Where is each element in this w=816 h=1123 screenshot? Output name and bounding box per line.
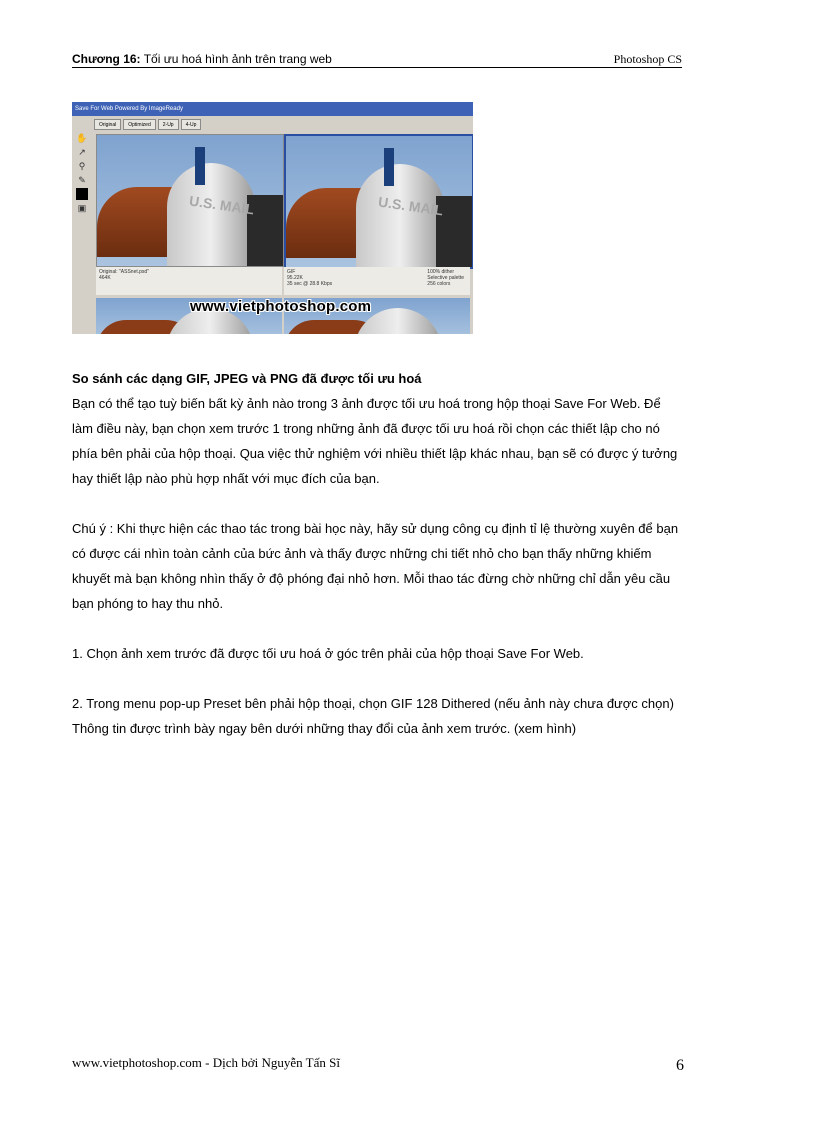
step-1: 1. Chọn ảnh xem trước đã được tối ưu hoá ở góc trên phải của hộp thoại Save For Web. [72,646,584,661]
step-2: 2. Trong menu pop-up Preset bên phải hộp thoại, chọn GIF 128 Dithered (nếu ảnh này chưa được chọn) [72,696,674,711]
section-heading: So sánh các dạng GIF, JPEG và PNG đã được tối ưu hoá [72,371,422,386]
page-number: 6 [676,1057,684,1074]
mailbox-text: U.S. MAIL [188,192,256,218]
window-title: Save For Web Powered By ImageReady [75,106,183,112]
optimized-preview [284,134,473,269]
save-for-web-screenshot [72,102,473,334]
slice-select-icon: ↗ [78,147,86,157]
original-info-line: 464K [99,275,111,281]
optimized-info-line: 256 colors [427,281,451,287]
original-preview [96,134,284,267]
original-info-line: Original: "ASSnet.psd" [99,269,149,275]
paragraph-note: Chú ý : Khi thực hiện các thao tác trong bài học này, hãy sử dụng công cụ định tỉ lệ thường xuyên để bạn có được cái nhìn toàn cảnh của bức ảnh và thấy được những chi tiết nhỏ cho bạn thấy những khiếm khuyết mà bạn không nhìn thấy ở độ phóng đại nhỏ hơn. Mỗi thao tác đừng chờ những chỉ dẫn yêu cầu bạn phóng to hay thu nhỏ. [72,521,679,611]
toolbox [76,132,92,214]
tab-4-up: 4-Up [181,119,202,130]
optimized-info [284,267,470,295]
color-swatch-icon [76,188,88,200]
paragraph-intro: Bạn có thể tạo tuỳ biến bất kỳ ảnh nào trong 3 ảnh được tối ưu hoá trong hộp thoại Save For Web. Để làm điều này, bạn chọn xem trước 1 trong những ảnh đã được tối ưu hoá rồi chọn các thiết lập cho nó phía bên phải của hộp thoại. Qua việc thử nghiệm với nhiều thiết lập khác nhau, bạn sẽ có được ý tưởng hay thiết lập nào phù hợp nhất với mục đích của bạn. [72,396,678,486]
mailbox-text: U.S. MAIL [377,193,445,219]
page-header [72,50,682,68]
tab-optimized: Optimized [123,119,156,130]
article-body [72,366,684,741]
hand-tool-icon: ✋ [76,133,88,143]
toggle-slices-icon: ▣ [77,203,87,213]
optimized-info-settings [427,269,464,287]
mailbox-flag [195,147,205,185]
paragraph-info: Thông tin được trình bày ngay bên dưới những thay đổi của ảnh xem trước. (xem hình) [72,721,577,736]
tab-2-up: 2-Up [158,119,179,130]
chapter-heading [72,52,332,66]
chapter-title: Tối ưu hoá hình ảnh trên trang web [143,52,332,66]
optimized-info-line: GIF [287,269,296,275]
header-book-title: Photoshop CS [613,52,682,66]
optimized-info-line: Selective palette [427,275,464,281]
eyedropper-icon: ✎ [78,175,86,185]
mailbox-flag [384,148,394,186]
footer-credit: www.vietphotoshop.com - Dịch bởi Nguyễn Tấn Sĩ [72,1055,340,1070]
optimized-info-line: 95.22K [287,275,303,281]
view-tabs [94,119,201,130]
zoom-tool-icon: ⚲ [78,161,86,171]
chapter-label: Chương 16: [72,52,141,66]
optimized-info-line: 100% dither [427,269,454,275]
tab-original: Original [94,119,121,130]
original-info [96,267,282,295]
optimized-info-line: 35 sec @ 28.8 Kbps [287,281,333,287]
window-title-bar [72,102,473,116]
watermark: www.vietphotoshop.com [190,298,372,315]
